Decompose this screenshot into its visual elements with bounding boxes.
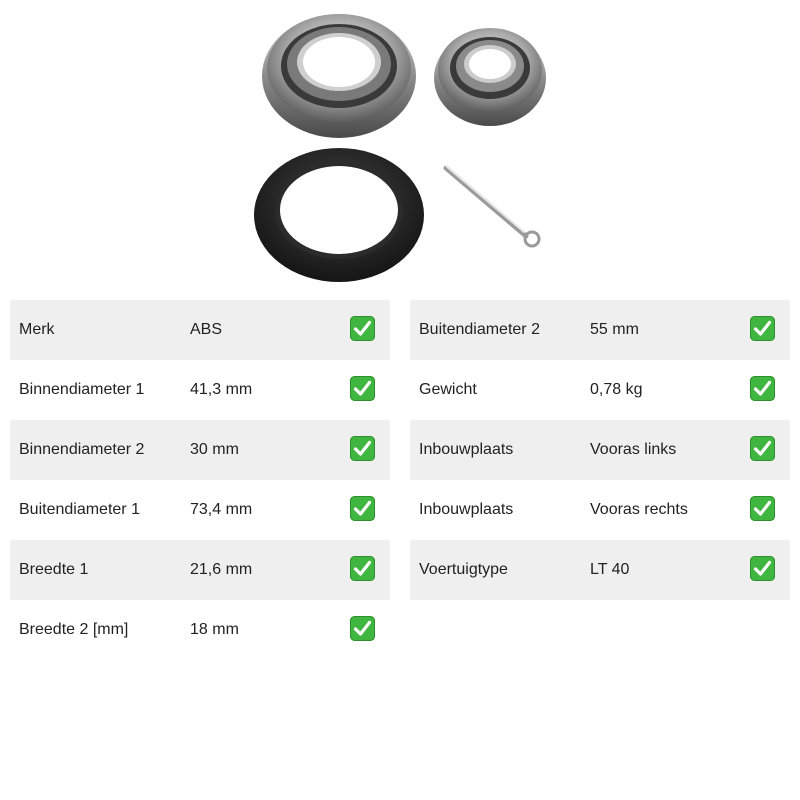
spec-row [410, 420, 790, 480]
check-icon [350, 556, 375, 581]
spec-row [10, 540, 390, 600]
check-icon [750, 556, 775, 581]
spec-label: Inbouwplaats [419, 441, 514, 458]
spec-value: 18 mm [190, 621, 239, 638]
spec-row [410, 360, 790, 420]
check-icon [350, 436, 375, 461]
check-icon [750, 496, 775, 521]
spec-value: 73,4 mm [190, 501, 253, 518]
spec-row [10, 360, 390, 420]
spec-value: Vooras rechts [590, 501, 688, 518]
check-icon [750, 316, 775, 341]
spec-row [10, 420, 390, 480]
spec-label: Merk [19, 321, 55, 338]
spec-row [410, 540, 790, 600]
spec-value: LT 40 [590, 561, 630, 578]
spec-label: Voertuigtype [419, 561, 508, 578]
check-icon [750, 376, 775, 401]
spec-row [10, 600, 390, 660]
spec-value: 21,6 mm [190, 561, 253, 578]
spec-label: Breedte 2 [mm] [19, 621, 129, 638]
spec-row [10, 300, 390, 360]
check-icon [350, 376, 375, 401]
spec-value: 41,3 mm [190, 381, 253, 398]
spec-row [410, 300, 790, 360]
wheel-bearing-kit-icon [250, 8, 550, 290]
spec-value: ABS [190, 321, 223, 338]
spec-label: Binnendiameter 1 [19, 381, 145, 398]
spec-row [410, 480, 790, 540]
spec-label: Gewicht [419, 381, 477, 398]
check-icon [350, 616, 375, 641]
spec-table-left [10, 300, 390, 660]
spec-label: Buitendiameter 2 [419, 321, 540, 338]
spec-value: 55 mm [590, 321, 639, 338]
spec-label: Buitendiameter 1 [19, 501, 140, 518]
check-icon [750, 436, 775, 461]
spec-label: Breedte 1 [19, 561, 89, 578]
spec-value: 0,78 kg [590, 381, 643, 398]
spec-table-right [410, 300, 790, 600]
check-icon [350, 496, 375, 521]
check-icon [350, 316, 375, 341]
spec-value: 30 mm [190, 441, 239, 458]
product-image [250, 8, 550, 290]
spec-row [10, 480, 390, 540]
spec-label: Binnendiameter 2 [19, 441, 145, 458]
spec-label: Inbouwplaats [419, 501, 514, 518]
spec-value: Vooras links [590, 441, 677, 458]
